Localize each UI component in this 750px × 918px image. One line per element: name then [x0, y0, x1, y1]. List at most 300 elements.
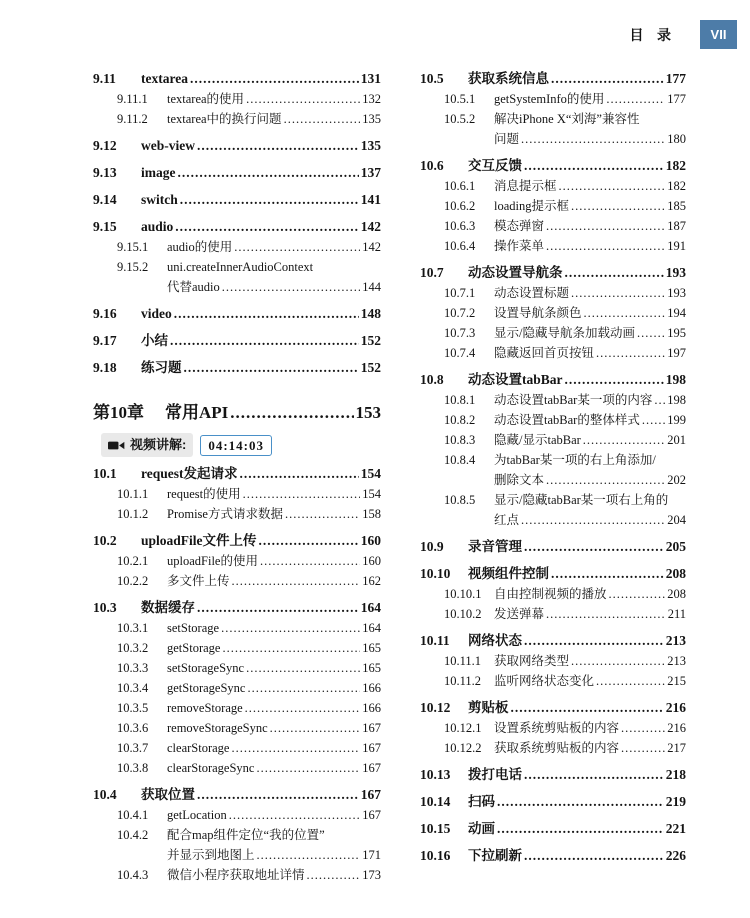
entry-page-number: 199 [667, 413, 686, 427]
entry-title: 拨打电话 [468, 767, 522, 782]
entry-number: 10.3.2 [117, 641, 149, 655]
dot-leader [197, 136, 359, 156]
entry-title: 微信小程序获取地址详情 [167, 868, 305, 882]
entry-number: 10.5 [420, 71, 444, 86]
entry-number: 10.7.2 [444, 306, 476, 320]
entry-number: 10.1.1 [117, 487, 149, 501]
entry-number: 10.3.5 [117, 701, 149, 715]
entry-page-number: 135 [360, 138, 381, 153]
toc-entry [93, 331, 381, 351]
entry-title: uploadFile的使用 [167, 554, 258, 568]
entry-title: 监听网络状态变化 [494, 674, 595, 688]
toc-entry [420, 176, 686, 196]
entry-title: audio的使用 [167, 240, 233, 254]
entry-title: 显示/隐藏tabBar某一项右上角的 [494, 493, 669, 507]
dot-leader [621, 718, 665, 738]
toc-right-column [420, 62, 686, 866]
entry-number: 10.3.4 [117, 681, 149, 695]
toc-entry [93, 758, 381, 778]
toc-entry [420, 323, 686, 343]
entry-number: 10.1.2 [117, 507, 149, 521]
toc-entry [420, 718, 686, 738]
entry-title: 自由控制视频的播放 [494, 587, 607, 601]
entry-page-number: 167 [362, 721, 381, 735]
entry-page-number: 193 [667, 286, 686, 300]
toc-entry [93, 678, 381, 698]
entry-title: getStorageSync [167, 681, 246, 695]
entry-number: 第10章 [93, 403, 144, 422]
entry-page-number: 197 [667, 346, 686, 360]
toc-entry [93, 237, 381, 257]
dot-leader [221, 618, 360, 638]
dot-leader [222, 277, 360, 297]
dot-leader [571, 196, 665, 216]
entry-page-number: 191 [667, 239, 686, 253]
entry-page-number: 142 [360, 219, 381, 234]
entry-number: 9.12 [93, 138, 117, 153]
dot-leader [521, 510, 665, 530]
toc-entry [93, 805, 381, 825]
entry-number: 10.11.1 [444, 654, 482, 668]
entry-number: 9.15.2 [117, 260, 149, 274]
dot-leader [190, 69, 359, 89]
toc-entry [420, 765, 686, 785]
dot-leader [524, 765, 664, 785]
page-number-badge: VII [700, 20, 737, 49]
dot-leader [551, 69, 664, 89]
dot-leader [229, 805, 361, 825]
entry-title: 下拉刷新 [468, 848, 522, 863]
toc-entry [93, 217, 381, 237]
entry-title: textarea中的换行问题 [167, 112, 282, 126]
entry-title: 动态设置导航条 [468, 265, 563, 280]
toc-entry [93, 571, 381, 591]
dot-leader [240, 464, 359, 484]
entry-title: 常用API [165, 403, 229, 422]
toc-entry [420, 792, 686, 812]
entry-page-number: 205 [665, 539, 686, 554]
dot-leader [521, 129, 665, 149]
entry-title: removeStorageSync [167, 721, 268, 735]
entry-number: 10.3.1 [117, 621, 149, 635]
entry-number: 10.6.2 [444, 199, 476, 213]
toc-entry [93, 658, 381, 678]
entry-number: 10.3.3 [117, 661, 149, 675]
entry-number: 9.15.1 [117, 240, 149, 254]
entry-page-number: 162 [362, 574, 381, 588]
entry-number: 10.8.4 [444, 453, 476, 467]
entry-number: 10.8 [420, 372, 444, 387]
dot-leader [260, 551, 360, 571]
toc-entry [420, 584, 686, 604]
entry-page-number: 158 [362, 507, 381, 521]
toc-entry [93, 69, 381, 89]
dot-leader [583, 430, 665, 450]
entry-title-continuation-row [494, 129, 686, 149]
dot-leader [197, 598, 359, 618]
video-camera-icon [108, 440, 125, 451]
dot-leader [654, 390, 665, 410]
toc-entry [93, 163, 381, 183]
dot-leader [546, 604, 666, 624]
entry-page-number: 152 [360, 333, 381, 348]
dot-leader [497, 819, 664, 839]
toc-entry [93, 618, 381, 638]
entry-page-number: 166 [362, 681, 381, 695]
entry-number: 10.7.3 [444, 326, 476, 340]
dot-leader [170, 331, 359, 351]
dot-leader [524, 156, 664, 176]
toc-entry [420, 283, 686, 303]
entry-title: 获取系统信息 [468, 71, 549, 86]
video-lecture-label: 视频讲解: [130, 437, 187, 452]
entry-number: 9.11 [93, 71, 116, 86]
toc-entry [93, 738, 381, 758]
entry-number: 10.8.2 [444, 413, 476, 427]
entry-number: 10.5.1 [444, 92, 476, 106]
dot-leader [565, 263, 664, 283]
entry-number: 10.13 [420, 767, 451, 782]
entry-page-number: 217 [667, 741, 686, 755]
dot-leader [230, 400, 353, 426]
entry-title: 交互反馈 [468, 158, 522, 173]
entry-number: 10.12.1 [444, 721, 482, 735]
entry-body [494, 109, 686, 149]
dot-leader [551, 564, 664, 584]
entry-page-number: 177 [665, 71, 686, 86]
entry-title: 动态设置tabBar的整体样式 [494, 413, 640, 427]
entry-page-number: 221 [665, 821, 686, 836]
entry-title: 动态设置tabBar [468, 372, 563, 387]
entry-number: 10.6.3 [444, 219, 476, 233]
entry-title: request发起请求 [141, 466, 238, 481]
dot-leader [231, 738, 360, 758]
dot-leader [511, 698, 664, 718]
entry-page-number: 160 [362, 554, 381, 568]
entry-title: 动态设置tabBar某一项的内容 [494, 393, 653, 407]
entry-page-number: 177 [667, 92, 686, 106]
toc-entry [420, 109, 686, 149]
video-lecture-note [101, 433, 381, 457]
entry-number: 10.10.2 [444, 607, 482, 621]
entry-title-continuation-row [167, 277, 381, 297]
entry-page-number: 153 [355, 403, 381, 422]
entry-title: switch [141, 192, 178, 207]
entry-number: 10.7.1 [444, 286, 476, 300]
entry-number: 10.6.1 [444, 179, 476, 193]
entry-title: 数据缓存 [141, 600, 195, 615]
entry-title: 扫码 [468, 794, 495, 809]
dot-leader [284, 109, 361, 129]
entry-title: getStorage [167, 641, 221, 655]
entry-number: 10.11.2 [444, 674, 482, 688]
toc-entry [93, 304, 381, 324]
toc-entry [93, 109, 381, 129]
entry-number: 9.16 [93, 306, 117, 321]
toc-entry [420, 564, 686, 584]
entry-title: textarea [141, 71, 188, 86]
entry-title: 视频组件控制 [468, 566, 549, 581]
entry-title-continuation-row [494, 470, 686, 490]
entry-number: 10.8.3 [444, 433, 476, 447]
entry-title: uploadFile文件上传 [141, 533, 257, 548]
entry-number: 10.10.1 [444, 587, 482, 601]
entry-number: 10.4.2 [117, 828, 149, 842]
entry-title: audio [141, 219, 174, 234]
dot-leader [571, 651, 665, 671]
entry-title-continuation: 删除文本 [494, 473, 545, 487]
entry-title: 模态弹窗 [494, 219, 545, 233]
toc-entry [420, 490, 686, 530]
dot-leader [246, 658, 360, 678]
entry-body [494, 490, 686, 530]
dot-leader [178, 163, 359, 183]
entry-title: clearStorageSync [167, 761, 255, 775]
entry-page-number: 201 [667, 433, 686, 447]
entry-page-number: 216 [667, 721, 686, 735]
entry-title: textarea的使用 [167, 92, 245, 106]
entry-title: uni.createInnerAudioContext [167, 260, 314, 274]
entry-page-number: 164 [360, 600, 381, 615]
entry-title: 设置系统剪贴板的内容 [494, 721, 620, 735]
toc-entry [93, 464, 381, 484]
entry-page-number: 173 [362, 868, 381, 882]
entry-body [494, 450, 686, 490]
dot-leader [256, 758, 360, 778]
entry-title: clearStorage [167, 741, 230, 755]
dot-leader [232, 571, 361, 591]
entry-number: 10.2 [93, 533, 117, 548]
entry-page-number: 152 [360, 360, 381, 375]
entry-title: setStorage [167, 621, 220, 635]
toc-entry [93, 865, 381, 885]
entry-page-number: 164 [362, 621, 381, 635]
dot-leader [270, 718, 361, 738]
dot-leader [524, 631, 664, 651]
entry-number: 10.3.6 [117, 721, 149, 735]
entry-page-number: 208 [667, 587, 686, 601]
entry-number: 10.3.8 [117, 761, 149, 775]
entry-body [167, 825, 381, 865]
entry-page-number: 135 [362, 112, 381, 126]
dot-leader [180, 190, 359, 210]
entry-title: image [141, 165, 176, 180]
entry-page-number: 165 [362, 661, 381, 675]
toc-entry [93, 825, 381, 865]
entry-page-number: 211 [667, 607, 686, 621]
toc-entry [420, 631, 686, 651]
entry-title-continuation: 问题 [494, 132, 520, 146]
dot-leader [246, 89, 360, 109]
entry-number: 10.3 [93, 600, 117, 615]
toc-entry [93, 257, 381, 297]
dot-leader [285, 504, 360, 524]
toc-entry [93, 598, 381, 618]
entry-page-number: 154 [360, 466, 381, 481]
dot-leader [234, 237, 360, 257]
entry-number: 10.8.5 [444, 493, 476, 507]
toc-entry [420, 390, 686, 410]
entry-number: 10.7 [420, 265, 444, 280]
dot-leader [571, 283, 665, 303]
entry-title: 小结 [141, 333, 168, 348]
dot-leader [175, 217, 358, 237]
dot-leader [621, 738, 665, 758]
toc-entry [93, 484, 381, 504]
entry-number: 9.11.2 [117, 112, 148, 126]
toc-entry [420, 343, 686, 363]
entry-page-number: 131 [360, 71, 381, 86]
entry-number: 10.7.4 [444, 346, 476, 360]
toc-entry [420, 450, 686, 490]
page-header [630, 20, 738, 49]
entry-body [167, 257, 381, 297]
toc-entry [93, 504, 381, 524]
entry-number: 10.4 [93, 787, 117, 802]
entry-number: 9.15 [93, 219, 117, 234]
entry-number: 10.10 [420, 566, 451, 581]
entry-page-number: 208 [665, 566, 686, 581]
entry-title: 消息提示框 [494, 179, 557, 193]
entry-title: 多文件上传 [167, 574, 230, 588]
entry-page-number: 198 [667, 393, 686, 407]
entry-page-number: 185 [667, 199, 686, 213]
dot-leader [222, 638, 360, 658]
dot-leader [259, 531, 359, 551]
entry-number: 10.15 [420, 821, 451, 836]
entry-page-number: 167 [360, 787, 381, 802]
entry-title: 发送弹幕 [494, 607, 545, 621]
entry-page-number: 195 [667, 326, 686, 340]
dot-leader [257, 845, 361, 865]
toc-entry [420, 69, 686, 89]
entry-number: 9.14 [93, 192, 117, 207]
toc-entry [420, 604, 686, 624]
toc-entry [420, 846, 686, 866]
toc-entry [420, 303, 686, 323]
dot-leader [247, 678, 360, 698]
entry-page-number: 187 [667, 219, 686, 233]
entry-number: 9.13 [93, 165, 117, 180]
entry-page-number: 218 [665, 767, 686, 782]
toc-entry [420, 738, 686, 758]
toc-entry [93, 190, 381, 210]
entry-title: getLocation [167, 808, 227, 822]
entry-page-number: 160 [360, 533, 381, 548]
entry-page-number: 193 [665, 265, 686, 280]
toc-entry [420, 156, 686, 176]
entry-number: 10.8.1 [444, 393, 476, 407]
entry-page-number: 167 [362, 808, 381, 822]
entry-title: 网络状态 [468, 633, 522, 648]
entry-page-number: 137 [360, 165, 381, 180]
entry-number: 10.11 [420, 633, 450, 648]
entry-number: 10.6 [420, 158, 444, 173]
entry-title: web-view [141, 138, 195, 153]
entry-number: 10.4.3 [117, 868, 149, 882]
entry-title-continuation: 红点 [494, 513, 520, 527]
entry-number: 10.9 [420, 539, 444, 554]
entry-page-number: 154 [362, 487, 381, 501]
toc-entry [93, 718, 381, 738]
dot-leader [606, 89, 665, 109]
entry-number: 10.14 [420, 794, 451, 809]
entry-page-number: 167 [362, 741, 381, 755]
dot-leader [609, 584, 666, 604]
toc-entry [420, 263, 686, 283]
entry-page-number: 182 [667, 179, 686, 193]
dot-leader [546, 236, 665, 256]
entry-title: 获取网络类型 [494, 654, 570, 668]
dot-leader [559, 176, 666, 196]
entry-title: 练习题 [141, 360, 182, 375]
entry-page-number: 166 [362, 701, 381, 715]
entry-page-number: 144 [362, 280, 381, 294]
dot-leader [245, 698, 361, 718]
entry-number: 9.18 [93, 360, 117, 375]
entry-number: 10.5.2 [444, 112, 476, 126]
entry-title: request的使用 [167, 487, 241, 501]
toc-entry [420, 819, 686, 839]
entry-page-number: 194 [667, 306, 686, 320]
entry-title: 剪贴板 [468, 700, 509, 715]
dot-leader [307, 865, 361, 885]
toc-entry [420, 671, 686, 691]
dot-leader [637, 323, 665, 343]
entry-number: 10.3.7 [117, 741, 149, 755]
video-lecture-tag [101, 433, 193, 457]
entry-title: setStorageSync [167, 661, 245, 675]
toc-entry [93, 136, 381, 156]
dot-leader [565, 370, 664, 390]
toc-entry [420, 216, 686, 236]
entry-title: Promise方式请求数据 [167, 507, 283, 521]
entry-title: 操作菜单 [494, 239, 545, 253]
entry-page-number: 142 [362, 240, 381, 254]
entry-page-number: 171 [362, 848, 381, 862]
entry-number: 10.2.2 [117, 574, 149, 588]
dot-leader [184, 358, 359, 378]
chapter-entry [93, 400, 381, 426]
dot-leader [596, 671, 665, 691]
dot-leader [642, 410, 665, 430]
dot-leader [584, 303, 666, 323]
toc-entry [93, 638, 381, 658]
toc-entry [420, 410, 686, 430]
entry-title: 为tabBar某一项的右上角添加/ [494, 453, 656, 467]
entry-page-number: 226 [665, 848, 686, 863]
toc-left-column [93, 62, 381, 885]
entry-title: 动态设置标题 [494, 286, 570, 300]
toc-entry [93, 698, 381, 718]
entry-number: 10.1 [93, 466, 117, 481]
entry-title: loading提示框 [494, 199, 569, 213]
entry-title: 动画 [468, 821, 495, 836]
entry-title-continuation-row [494, 510, 686, 530]
entry-page-number: 213 [667, 654, 686, 668]
entry-title-continuation: 并显示到地图上 [167, 848, 255, 862]
entry-page-number: 148 [360, 306, 381, 321]
entry-number: 9.17 [93, 333, 117, 348]
dot-leader [497, 792, 664, 812]
entry-number: 10.2.1 [117, 554, 149, 568]
video-lecture-timestamp: 04:14:03 [200, 435, 272, 456]
entry-page-number: 198 [665, 372, 686, 387]
entry-number: 10.4.1 [117, 808, 149, 822]
toc-entry [420, 430, 686, 450]
dot-leader [524, 846, 664, 866]
toc-entry [420, 370, 686, 390]
